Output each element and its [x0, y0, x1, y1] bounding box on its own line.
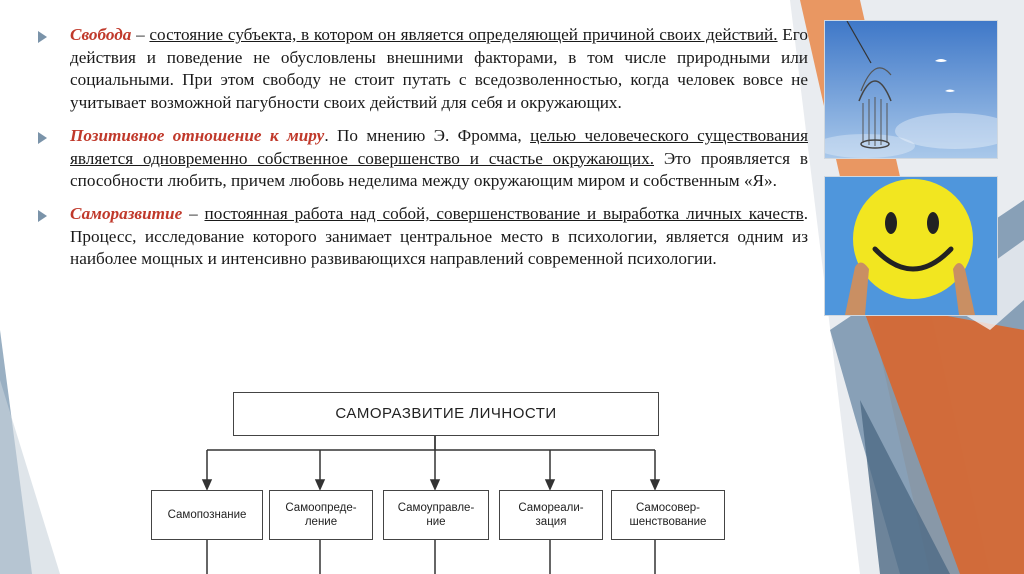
self-development-rest: . Процесс, исследование которого занимает центральное место в психологии, является одним из наиболее мощных и интенсивно развивающихся направлений современной психологии. [70, 203, 808, 269]
positive-attitude-text: Позитивное отношение к миру. По мнению Э. Фромма, целью человеческого существования является одновременно собственное совершенство и счастье окружающих. Это проявляется в способности любить, причем любовь неделима между окружающим миром и собственным «Я». [70, 125, 808, 191]
smiley-balloon-photo [824, 176, 998, 316]
bullet-self-development [30, 203, 808, 271]
freedom-rest: Его действия и поведение не обусловлены внешними факторами, в том числе природными или социальными. При этом свободу не стоит путать с вседозволенностью, когда человек вовсе не учитывает возможной пагубности своих действий для себя и окружающих. [70, 25, 809, 113]
freedom-text: Свобода – состояние субъекта, в котором он является определяющей причиной своих действий. Его действия и поведение не обусловлены внешними факторами, в том числе природными или социальными. При этом свободу не стоит путать с вседозволенностью, когда человек вовсе не учитывает возможной пагубности своих действий для себя и окружающих. [70, 25, 809, 113]
self-development-text: Саморазвитие – постоянная работа над собой, совершенствование и выработка личных качеств. Процесс, исследование которого занимает центральное место в психологии, является одним из наиболее мощных и интенсивно развивающихся направлений современной психологии. [70, 203, 808, 269]
self-development-diagram [145, 392, 745, 574]
self-development-definition: постоянная работа над собой, совершенствование и выработка личных качеств [204, 203, 804, 223]
bullet-arrow-icon [38, 210, 47, 222]
diagram-box-self-determination: Самоопреде- ление [269, 490, 373, 540]
bullet-arrow-icon [38, 31, 47, 43]
bullet-arrow-icon [38, 132, 47, 144]
birdcage-photo [824, 20, 998, 159]
positive-attitude-rest: Это проявляется в способности любить, причем любовь неделима между окружающим миром и собственным «Я». [70, 148, 808, 191]
bullet-positive-attitude [30, 125, 808, 193]
freedom-definition: состояние субъекта, в котором он является определяющей причиной своих действий. [149, 25, 778, 44]
bullet-freedom [30, 24, 808, 115]
term-positive-attitude: Позитивное отношение к миру [70, 125, 325, 145]
diagram-box-self-management: Самоуправле- ние [383, 490, 489, 540]
text-content [30, 24, 808, 281]
positive-attitude-definition: целью человеческого существования является одновременно собственное совершенство и счастье окружающих. [70, 125, 808, 168]
term-freedom: Свобода [70, 25, 132, 44]
diagram-box-self-knowledge: Самопознание [151, 490, 263, 540]
left-gray-triangle [0, 380, 60, 574]
diagram-box-self-improvement: Самосовер- шенствование [611, 490, 725, 540]
diagram-title-box: САМОРАЗВИТИЕ ЛИЧНОСТИ [233, 392, 659, 436]
term-self-development: Саморазвитие [70, 203, 183, 223]
diagram-box-self-realization: Самореали- зация [499, 490, 603, 540]
